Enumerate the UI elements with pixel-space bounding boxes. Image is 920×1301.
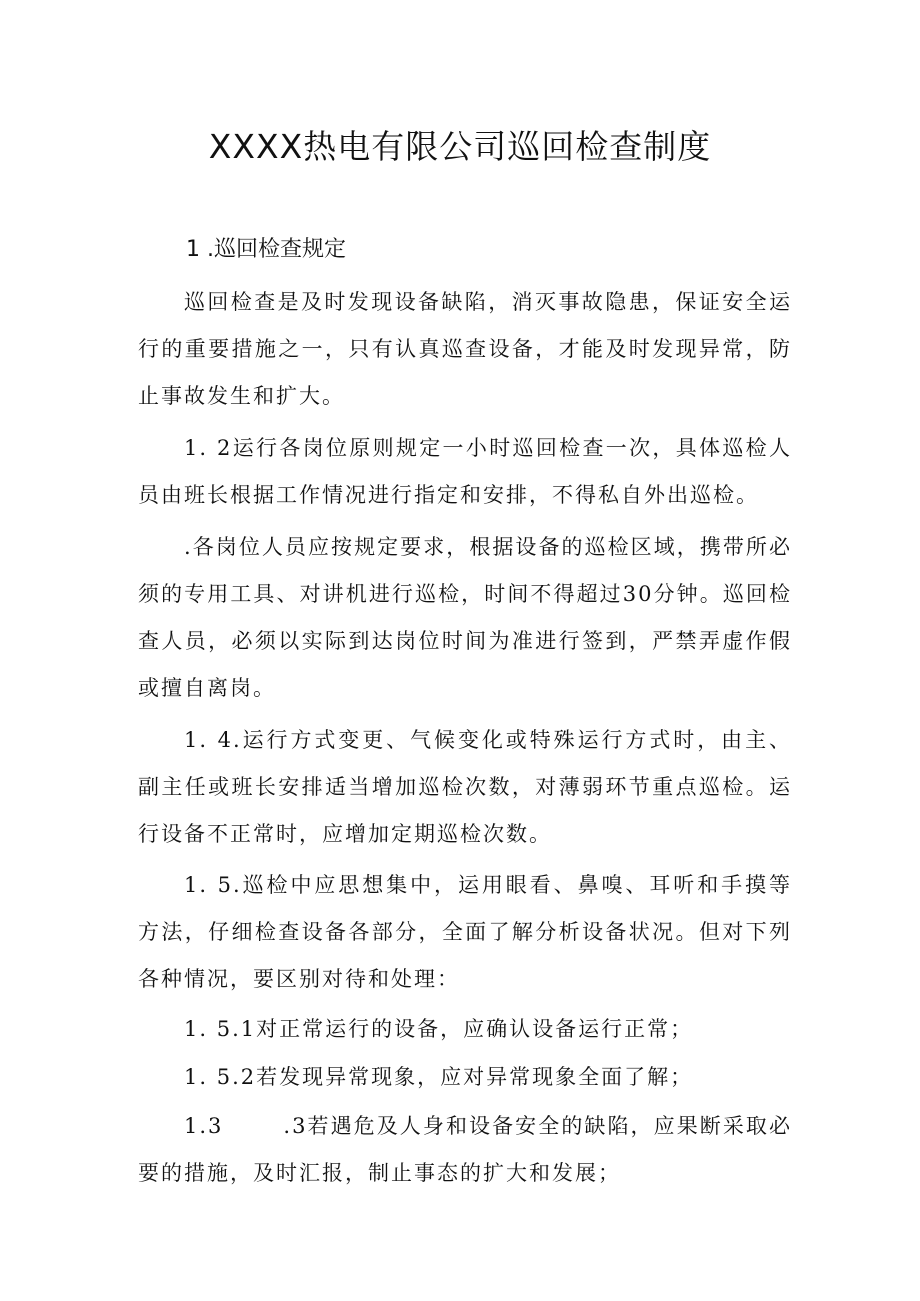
document-title: XXXX热电有限公司巡回检查制度: [208, 127, 712, 166]
paragraph-4: 1. 4.运行方式变更、气候变化或特殊运行方式时，由主、副主任或班长安排适当增加巡检次数，对薄弱环节重点巡检。运行设备不正常时，应增加定期巡检次数。: [138, 728, 792, 846]
paragraph-1: 巡回检查是及时发现设备缺陷，消灭事故隐患，保证安全运行的重要措施之一，只有认真巡查设备，才能及时发现异常，防止事故发生和扩大。: [138, 290, 792, 408]
paragraph-7: 1. 5.2若发现异常现象，应对异常现象全面了解；: [184, 1065, 694, 1089]
paragraph-8-text: .3若遇危及人身和设备安全的缺陷，应果断采取必要的措施，及时汇报，制止事态的扩大和发展；: [138, 1114, 792, 1185]
paragraph-3: .各岗位人员应按规定要求，根据设备的巡检区域，携带所必须的专用工具、对讲机进行巡检，时间不得超过30分钟。巡回检查人员，必须以实际到达岗位时间为准进行签到，严禁弄虚作假或擅自离岗。: [138, 535, 792, 700]
section-heading: 1 .巡回检查规定: [186, 237, 346, 262]
paragraph-5: 1. 5.巡检中应思想集中，运用眼看、鼻嗅、耳听和手摸等方法，仔细检查设备各部分，全面了解分析设备状况。但对下列各种情况，要区别对待和处理：: [138, 873, 792, 991]
paragraph-2: 1. 2运行各岗位原则规定一小时巡回检查一次，具体巡检人员由班长根据工作情况进行指定和安排，不得私自外出巡检。: [138, 436, 792, 507]
paragraph-6: 1. 5.1对正常运行的设备，应确认设备运行正常；: [184, 1017, 694, 1041]
paragraph-8: [138, 1103, 792, 1197]
paragraph-8-number: 1.3: [184, 1114, 224, 1138]
